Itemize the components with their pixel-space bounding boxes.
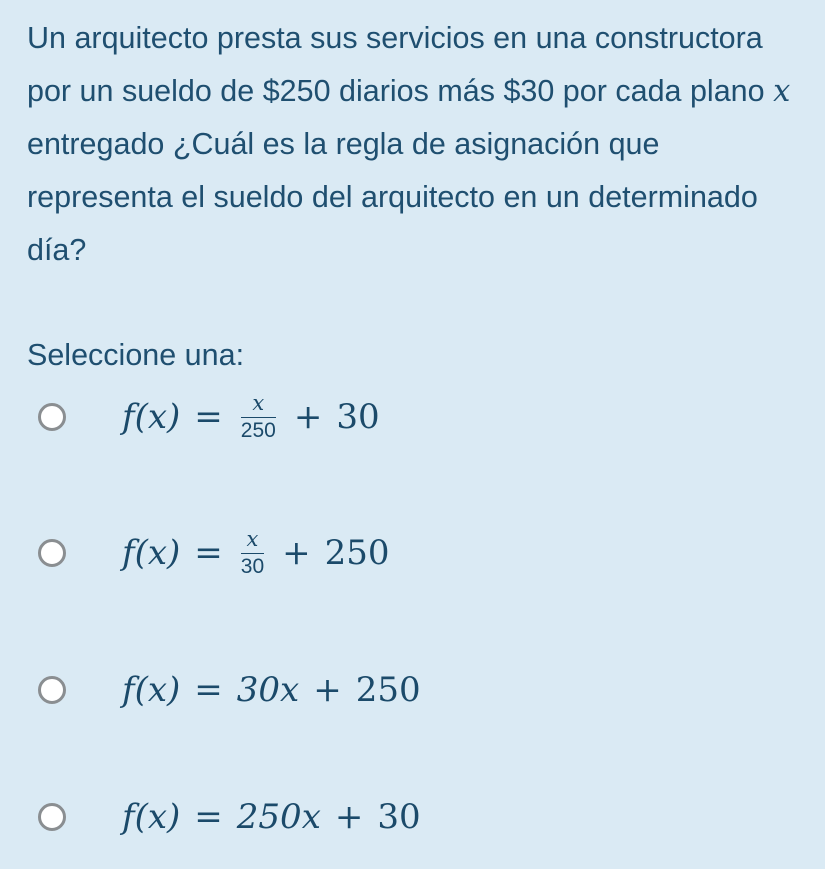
fraction-numerator: x [241, 392, 276, 417]
linear-term: 30x [236, 670, 300, 710]
option-3[interactable] [38, 658, 778, 722]
radio-button-option-4[interactable] [38, 803, 66, 831]
plus-sign: + [282, 533, 311, 573]
constant-term: 250 [324, 533, 390, 573]
option-2[interactable] [38, 521, 778, 585]
plus-sign: + [313, 670, 342, 710]
plus-sign: + [293, 397, 323, 437]
plus-sign: + [334, 797, 364, 837]
question-text [27, 12, 812, 277]
question-text-part-1: Un arquitecto presta sus servicios en una constructora por un sueldo de $250 diarios más $30 por cada plano [27, 21, 774, 108]
constant-term: 250 [355, 670, 421, 710]
fraction [241, 528, 264, 577]
formula-lhs: f(x) [122, 533, 181, 573]
fraction-denominator: 250 [240, 418, 276, 442]
equals-sign: = [194, 797, 223, 837]
equals-sign: = [194, 670, 223, 710]
radio-button-option-3[interactable] [38, 676, 66, 704]
radio-button-option-1[interactable] [38, 403, 66, 431]
select-prompt: Seleccione una: [27, 338, 245, 372]
formula-option-2 [122, 528, 390, 577]
question-text-part-2: entregado ¿Cuál es la regla de asignación que representa el sueldo del arquitecto en un determinado día? [27, 127, 758, 267]
equals-sign: = [194, 397, 223, 437]
fraction-numerator: x [241, 528, 264, 553]
equals-sign: = [194, 533, 223, 573]
linear-term: 250x [236, 797, 321, 837]
constant-term: 30 [377, 797, 421, 837]
formula-lhs: f(x) [122, 670, 181, 710]
fraction [241, 392, 276, 441]
formula-lhs: f(x) [122, 797, 181, 837]
formula-option-1 [122, 392, 380, 441]
fraction-denominator: 30 [240, 554, 265, 578]
option-4[interactable] [38, 785, 778, 849]
formula-lhs: f(x) [122, 397, 181, 437]
constant-term: 30 [336, 397, 380, 437]
question-variable: x [773, 74, 791, 109]
formula-option-4 [122, 797, 421, 837]
radio-button-option-2[interactable] [38, 539, 66, 567]
option-1[interactable] [38, 385, 778, 449]
formula-option-3 [122, 670, 421, 710]
